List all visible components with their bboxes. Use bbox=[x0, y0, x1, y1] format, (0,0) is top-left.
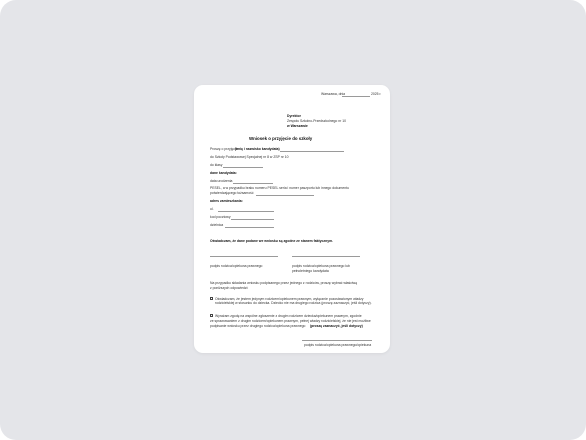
option-1-checkbox[interactable] bbox=[210, 297, 213, 300]
attach-line-1: Na przypadku składania wniosku podpisanego przez jednego z rodziców, proszę wybrać właściwą bbox=[210, 281, 358, 285]
option-2-line-1: Wyrażam zgodę na wspólne zgłoszenie z drugim rodzicem dziecka/opiekunem prawnym, zgodnie bbox=[215, 313, 362, 318]
city-line bbox=[225, 227, 274, 228]
pesel-line bbox=[256, 195, 314, 196]
class-label: do klasy bbox=[210, 163, 223, 167]
sig-right-line bbox=[292, 256, 360, 257]
street-line bbox=[218, 211, 274, 212]
pesel-line-2: potwierdzającego tożsamość bbox=[210, 191, 254, 195]
place-date: Warszawa, dnia bbox=[321, 92, 345, 96]
option-2-line-2: ze sprawowaniem z drugim rodzicem/opiekunem prawnym, pełnej władzy rodzicielskiej, że nie jest możliwe bbox=[210, 318, 371, 323]
final-sig-label: podpis rodzica/opiekuna prawnego/opiekuna bbox=[304, 343, 372, 347]
sig-right-label-1: podpis rodzica/opiekuna prawnego lub bbox=[292, 264, 350, 268]
pesel-line-1: PESEL, a w przypadku braku numeru PESEL seria i numer paszportu lub innego dokumentu bbox=[210, 186, 349, 190]
city-label: dzielnica bbox=[210, 223, 224, 227]
name-line bbox=[280, 151, 344, 152]
document-title: Wniosek o przyjęcie do szkoły bbox=[249, 136, 313, 141]
postal-line bbox=[231, 219, 274, 220]
request-prefix: Proszę o przyjęcie bbox=[210, 147, 238, 151]
sig-right-label-2: pełnoletniego kandydata bbox=[292, 269, 329, 273]
document-page bbox=[194, 85, 390, 353]
postal-label: kod pocztowy bbox=[210, 215, 231, 219]
declaration: Oświadczam, że dane podane we wniosku są zgodne ze stanem faktycznym. bbox=[210, 239, 334, 243]
final-sig-line bbox=[302, 340, 372, 341]
option-1-text: Oświadczam, że jestem jedynym rodzicem/opiekunem prawnym, wyłącznie pozostawionym władzy rodzicielskiej w stosunku do dziecka. Dziecko nie ma drugiego rodzica (proszę zaznaczyć, jeśli dotyczy). bbox=[215, 296, 372, 305]
attach-line-2: z poniższych odpowiedzi: bbox=[210, 286, 249, 290]
option-2-line-3: podpisanie wniosku przez drugiego rodzica/opiekuna prawnego bbox=[210, 323, 306, 328]
sig-left-line bbox=[210, 256, 278, 257]
sig-left-label: podpis rodzica/opiekuna prawnego bbox=[210, 264, 263, 268]
class-line bbox=[223, 167, 263, 168]
candidate-section: dane kandydata: bbox=[210, 171, 237, 175]
address-section: adres zamieszkania: bbox=[210, 199, 243, 203]
request-bold: (imię i nazwisko kandydata) bbox=[235, 147, 280, 151]
street-label: ul. bbox=[210, 207, 214, 211]
addressee-line-3: w Warszawie bbox=[287, 124, 308, 128]
option-2-bold: (proszę zaznaczyć, jeśli dotyczy) bbox=[310, 323, 363, 328]
option-2-checkbox[interactable] bbox=[210, 314, 213, 317]
birth-date-label: data urodzenia bbox=[210, 179, 233, 183]
addressee-line-1: Dyrektor bbox=[287, 114, 301, 118]
date-line bbox=[342, 96, 370, 97]
birth-date-line bbox=[233, 183, 273, 184]
school-line: do Szkoły Podstawowej Specjalnej nr 8 w ZSP nr 10 bbox=[210, 155, 289, 159]
year-suffix: 2025 r. bbox=[371, 92, 382, 96]
addressee-line-2: Zespołu Szkolno-Przedszkolnego nr 10 bbox=[287, 119, 346, 123]
